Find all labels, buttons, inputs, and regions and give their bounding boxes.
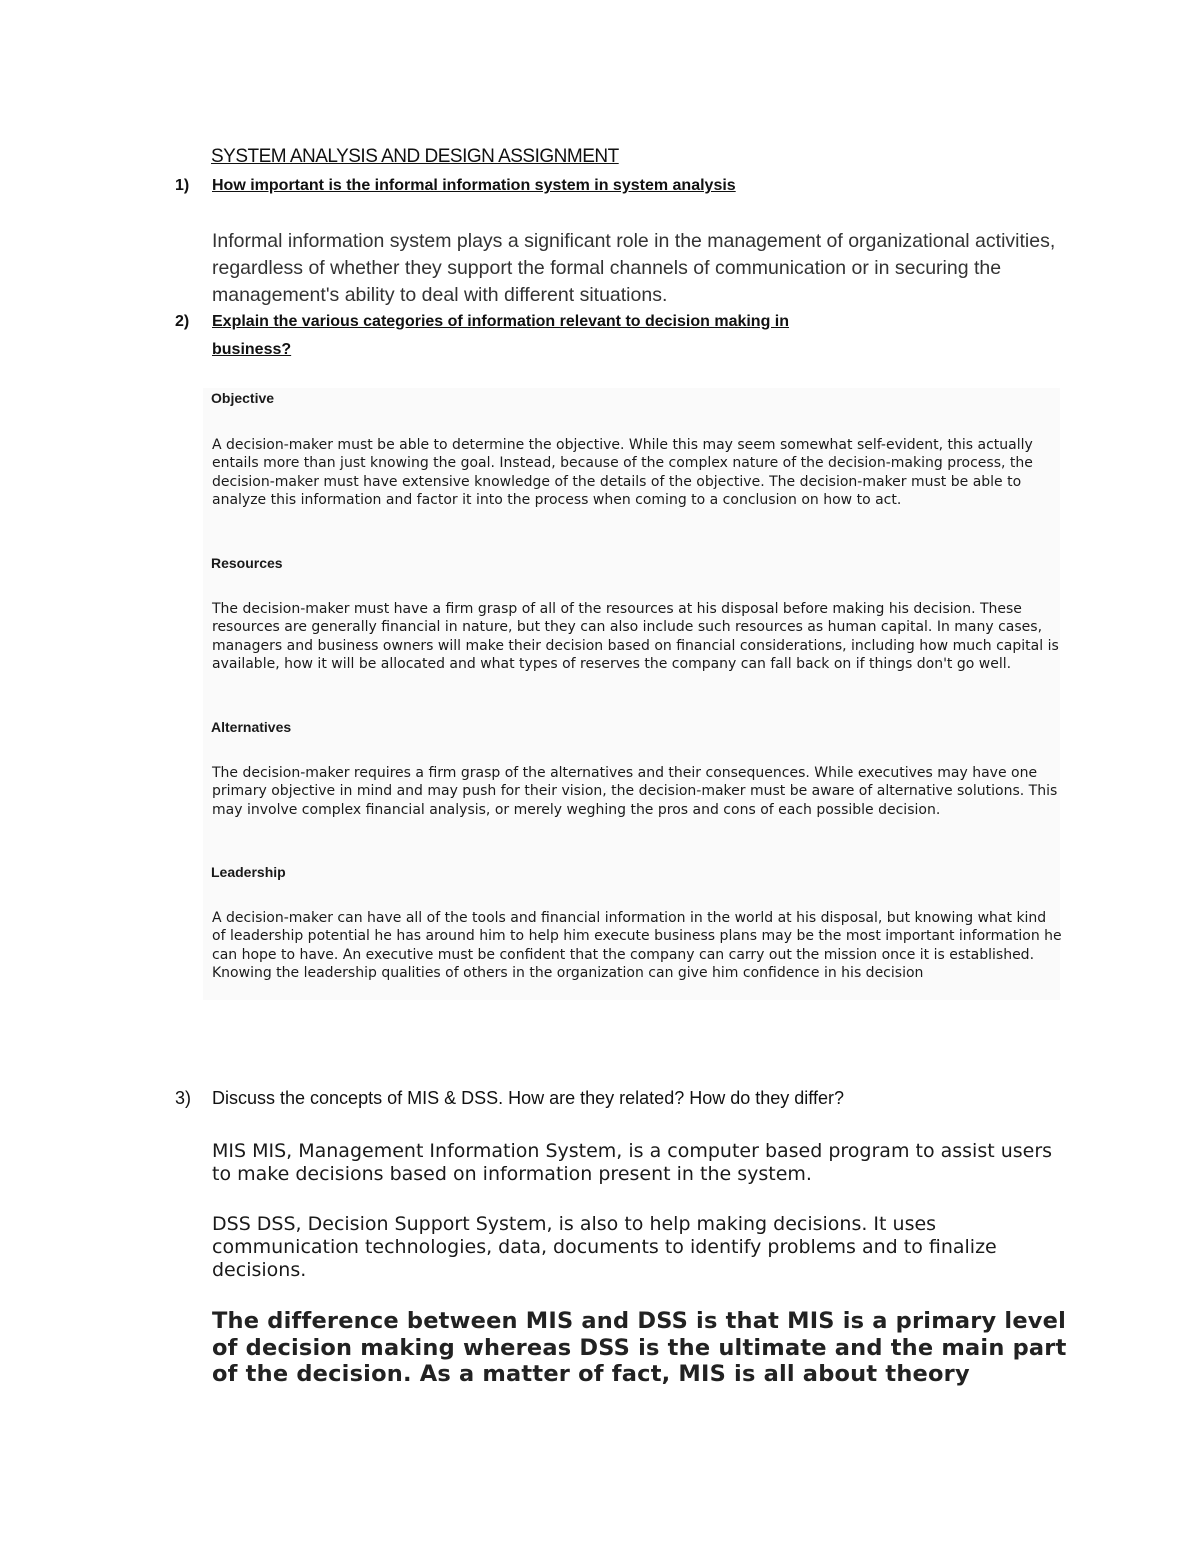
difference-paragraph: The difference between MIS and DSS is that MIS is a primary level of decision making whereas DSS is the ultimate and the main part of the decision. As a matter of fact, MIS is all about theory <box>212 1308 1067 1387</box>
category-body-alternatives: The decision-maker requires a firm grasp of the alternatives and their consequences. While executives may have one primary objective in mind and may push for their vision, the decision-maker must be aware of alternative solutions. This may involve complex financial analysis, or merely weghing the pros and cons of each possible decision. <box>212 765 1058 818</box>
category-body-leadership: A decision-maker can have all of the tools and financial information in the world at his disposal, but knowing what kind of leadership potential he has around him to help him execute business plans may be the most important information he can hope to have. An executive must be confident that the company can carry out the mission once it is established. Knowing the leadership qualities of others in the organization can give him confidence in his decision <box>212 910 1062 981</box>
category-heading-alternatives: Alternatives <box>211 719 292 735</box>
question-1-number: 1) <box>175 177 190 194</box>
dss-paragraph: DSS DSS, Decision Support System, is also to help making decisions. It uses communication technologies, data, documents to identify problems and to finalize decisions. <box>212 1213 997 1281</box>
document-title: SYSTEM ANALYSIS AND DESIGN ASSIGNMENT <box>211 146 619 167</box>
category-heading-objective: Objective <box>211 390 275 406</box>
category-body-objective: A decision-maker must be able to determine the objective. While this may seem somewhat self-evident, this actually entails more than just knowing the goal. Instead, because of the complex nature of the decision-making process, the decision-maker must have extensive knowledge of the details of the objective. The decision-maker must be able to analyze this information and factor it into the process when coming to a conclusion on how to act. <box>212 437 1033 508</box>
question-1-answer: Informal information system plays a significant role in the management of organizational activities, regardless of whether they support the formal channels of communication or in securing the management's ability to deal with different situations. <box>212 230 1056 306</box>
question-2-text-line-1: Explain the various categories of information relevant to decision making in <box>212 313 790 330</box>
question-2-number: 2) <box>175 313 190 330</box>
question-3-number: 3) <box>175 1088 192 1108</box>
question-3-text: Discuss the concepts of MIS & DSS. How are they related? How do they differ? <box>212 1088 844 1108</box>
category-heading-resources: Resources <box>211 555 283 571</box>
category-body-resources: The decision-maker must have a firm grasp of all of the resources at his disposal before making his decision. These resources are generally financial in nature, but they can also include such resources as human capital. In many cases, managers and business owners will make their decision based on financial considerations, including how much capital is available, how it will be allocated and what types of reserves the company can fall back on if things don't go well. <box>212 601 1059 672</box>
question-2-text-line-2: business? <box>212 341 292 358</box>
question-1-text: How important is the informal information system in system analysis <box>212 177 736 194</box>
category-heading-leadership: Leadership <box>211 864 286 880</box>
mis-paragraph: MIS MIS, Management Information System, is a computer based program to assist users to make decisions based on information present in the system. <box>212 1140 1053 1185</box>
